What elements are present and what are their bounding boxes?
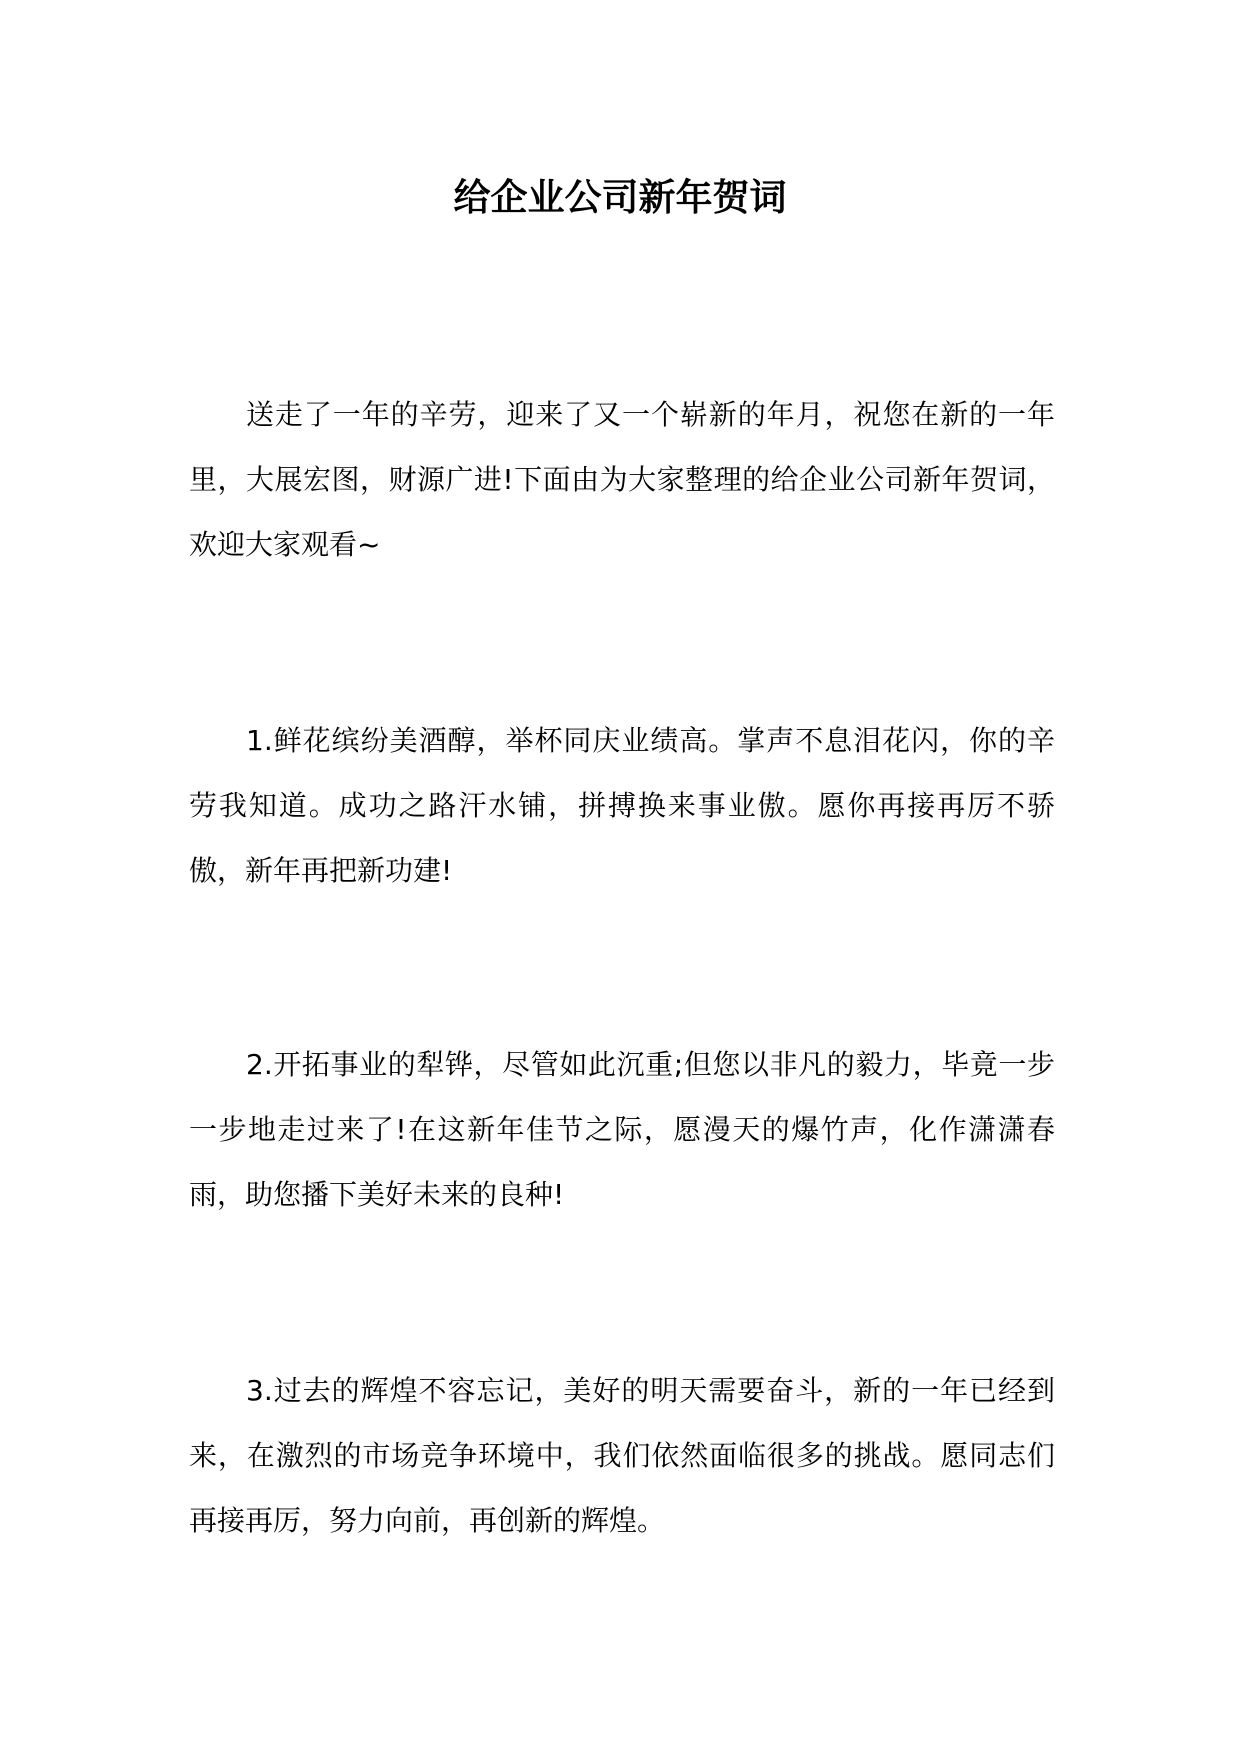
greeting-paragraph-3: 3.过去的辉煌不容忘记，美好的明天需要奋斗，新的一年已经到来，在激烈的市场竞争环境中，我们依然面临很多的挑战。愿同志们再接再厉，努力向前，再创新的辉煌。 <box>189 1374 1055 1537</box>
document-title: 给企业公司新年贺词 <box>453 175 787 219</box>
greeting-paragraph-1: 1.鲜花缤纷美酒醇，举杯同庆业绩高。掌声不息泪花闪，你的辛劳我知道。成功之路汗水铺，拼搏换来事业傲。愿你再接再厉不骄傲，新年再把新功建! <box>189 724 1055 887</box>
greeting-paragraph-2: 2.开拓事业的犁铧，尽管如此沉重;但您以非凡的毅力，毕竟一步一步地走过来了!在这新年佳节之际，愿漫天的爆竹声，化作潇潇春雨，助您播下美好未来的良种! <box>189 1048 1055 1211</box>
intro-paragraph: 送走了一年的辛劳，迎来了又一个崭新的年月，祝您在新的一年里，大展宏图，财源广进!下面由为大家整理的给企业公司新年贺词，欢迎大家观看~ <box>189 398 1055 561</box>
